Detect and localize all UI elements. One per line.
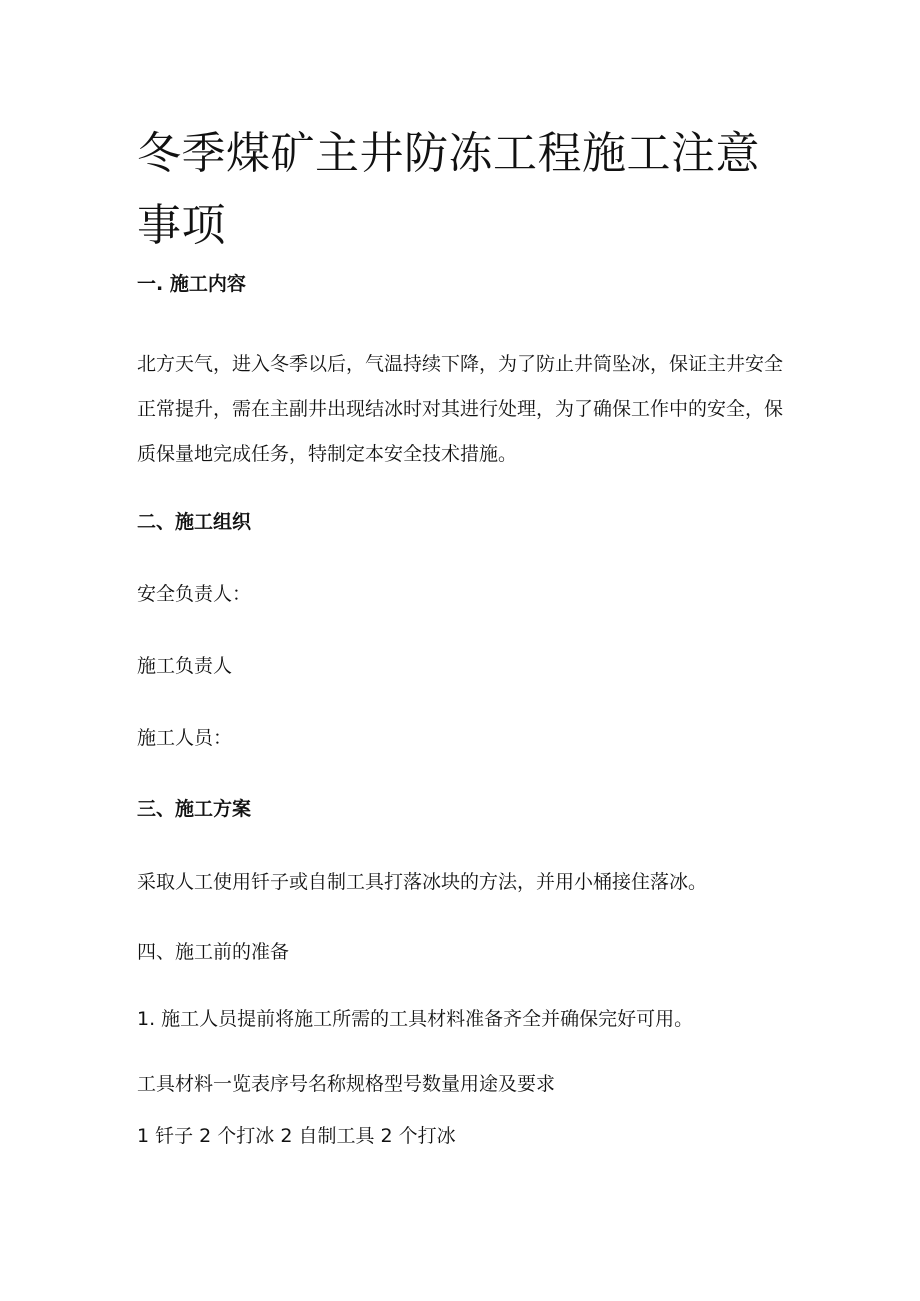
construction-staff-line: 施工人员： <box>137 727 233 749</box>
tools-table-header: 工具材料一览表序号名称规格型号数量用途及要求 <box>137 1073 556 1095</box>
section-heading-plan: 三、施工方案 <box>137 798 252 820</box>
section-heading-organization: 二、施工组织 <box>137 511 252 533</box>
section-heading-content: 一. 施工内容 <box>137 273 246 295</box>
safety-supervisor-line: 安全负责人： <box>137 583 252 605</box>
tools-table-row: 1 钎子 2 个打冰 2 自制工具 2 个打冰 <box>137 1125 456 1147</box>
preparation-item-1: 1. 施工人员提前将施工所需的工具材料准备齐全并确保完好可用。 <box>137 1008 694 1030</box>
section-heading-preparation: 四、施工前的准备 <box>137 941 290 963</box>
construction-supervisor-line: 施工负责人 <box>137 655 233 677</box>
section-content-paragraph: 北方天气，进入冬季以后，气温持续下降，为了防止井筒坠冰，保证主井安全正常提升，需在主副井出现结冰时对其进行处理，为了确保工作中的安全，保质保量地完成任务，特制定本安全技术措施。 <box>137 353 784 465</box>
plan-paragraph: 采取人工使用钎子或自制工具打落冰块的方法，并用小桶接住落冰。 <box>137 871 708 893</box>
document-title: 冬季煤矿主井防冻工程施工注意事项 <box>137 128 760 251</box>
